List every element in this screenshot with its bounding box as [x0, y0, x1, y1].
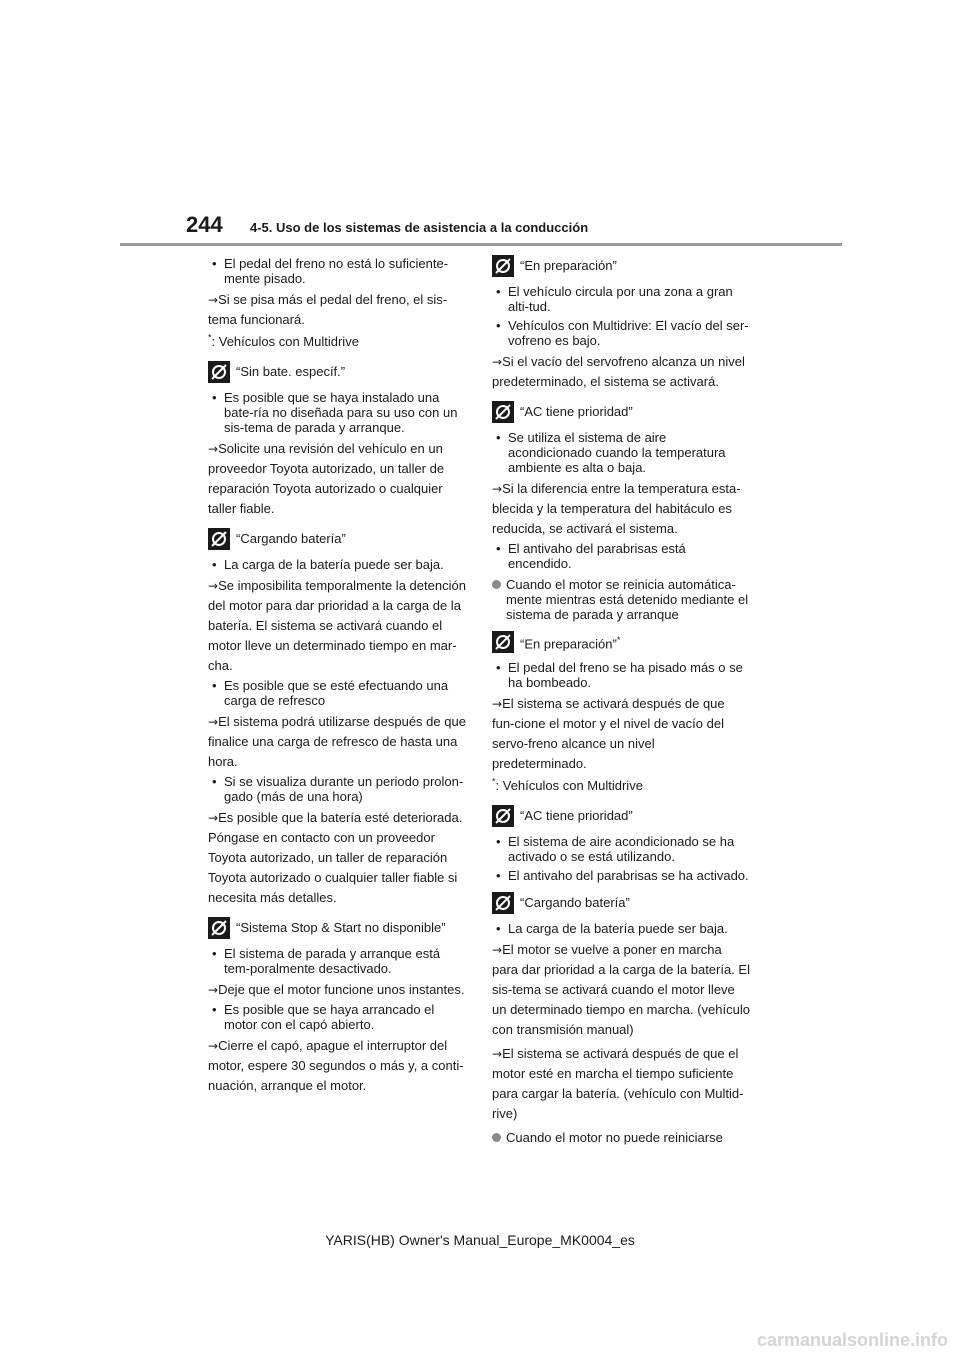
- stop-start-indicator-icon: [492, 401, 514, 423]
- message-heading: [492, 254, 750, 278]
- message-heading: [208, 527, 466, 551]
- message-heading: [492, 630, 750, 654]
- stop-start-indicator-icon: [208, 528, 230, 550]
- stop-start-indicator-icon: [492, 892, 514, 914]
- document-footer: YARIS(HB) Owner's Manual_Europe_MK0004_es: [325, 1232, 635, 1248]
- list-item: • El pedal del freno se ha pisado más o se ha bombeado.: [492, 660, 750, 690]
- message-text: “AC tiene prioridad”: [520, 404, 633, 419]
- message-heading: [492, 804, 750, 828]
- list-item: • Es posible que se haya instalado una bate-ría no diseñada para su uso con un sis-tema de parada y arranque.: [208, 390, 466, 435]
- section-note: Cuando el motor se reinicia automática-mente mientras está detenido mediante el sistema de parada y arranque: [492, 577, 750, 622]
- page-number: 244: [186, 212, 223, 237]
- stop-start-indicator-icon: [208, 361, 230, 383]
- result-text: →El motor se vuelve a poner en marcha para dar prioridad a la carga de la batería. El sis-tema se activará cuando el motor lleve un determinado tiempo en marcha. (vehículo con transmisión manual): [492, 942, 750, 1037]
- list-item: • Se utiliza el sistema de aire acondicionado cuando la temperatura ambiente es alta o baja.: [492, 430, 750, 475]
- list-item: • Es posible que se esté efectuando una carga de refresco: [208, 678, 466, 708]
- message-text: “AC tiene prioridad”: [520, 808, 633, 823]
- result-text: →Si el vacío del servofreno alcanza un nivel predeterminado, el sistema se activará.: [492, 354, 745, 389]
- message-text: “En preparación”: [520, 258, 617, 273]
- list-item: • El sistema de parada y arranque está tem-poralmente desactivado.: [208, 946, 466, 976]
- result-text: →Es posible que la batería esté deteriorada. Póngase en contacto con un proveedor Toyota autorizado, un taller de reparación Toyota autorizado o cualquier taller fiable si necesita más detalles.: [208, 810, 463, 905]
- message-text: “Sistema Stop & Start no disponible”: [236, 920, 446, 935]
- footnote: *: Vehículos con Multidrive: [208, 332, 359, 349]
- stop-start-indicator-icon: [492, 631, 514, 653]
- list-item: • La carga de la batería puede ser baja.: [208, 557, 466, 572]
- watermark: carmanualsonline.info: [756, 1330, 948, 1350]
- section-note: Cuando el motor no puede reiniciarse: [492, 1130, 750, 1145]
- stop-start-indicator-icon: [492, 255, 514, 277]
- message-heading: [208, 360, 466, 384]
- list-item: • La carga de la batería puede ser baja.: [492, 921, 750, 936]
- list-item: • El sistema de aire acondicionado se ha activado o se está utilizando.: [492, 834, 750, 864]
- result-text: →Si la diferencia entre la temperatura esta-blecida y la temperatura del habitáculo es reducida, se activará el sistema.: [492, 481, 741, 536]
- right-column: [492, 254, 750, 1149]
- list-item: • Si se visualiza durante un periodo prolon-gado (más de una hora): [208, 774, 466, 804]
- message-text: “Sin bate. específ.”: [236, 364, 346, 379]
- result-text: →Se imposibilita temporalmente la detención del motor para dar prioridad a la carga de la batería. El sistema se activará cuando el motor lleve un determinado tiempo en mar-cha.: [208, 578, 466, 673]
- list-item: • El pedal del freno no está lo suficiente-mente pisado.: [208, 256, 466, 286]
- result-text: →El sistema se activará después de que fun-cione el motor y el nivel de vacío del servo-freno alcance un nivel predeterminado.: [492, 696, 725, 771]
- result-text: →El sistema se activará después de que el motor esté en marcha el tiempo suficiente para cargar la batería. (vehículo con Multid-rive): [492, 1046, 744, 1121]
- message-heading: [492, 891, 750, 915]
- result-text: →Cierre el capó, apague el interruptor del motor, espere 30 segundos o más y, a conti-nuación, arranque el motor.: [208, 1038, 464, 1093]
- list-item: • El vehículo circula por una zona a gran alti-tud.: [492, 284, 750, 314]
- stop-start-indicator-icon: [208, 917, 230, 939]
- left-column: [208, 254, 466, 1096]
- header-divider: [120, 243, 842, 246]
- list-item: • El antivaho del parabrisas está encendido.: [492, 541, 750, 571]
- stop-start-indicator-icon: [492, 805, 514, 827]
- message-heading: [208, 916, 466, 940]
- footnote: *: Vehículos con Multidrive: [492, 776, 643, 793]
- message-text: “Cargando batería”: [520, 895, 630, 910]
- message-text: “Cargando batería”: [236, 531, 346, 546]
- message-heading: [492, 400, 750, 424]
- list-item: • Vehículos con Multidrive: El vacío del ser-vofreno es bajo.: [492, 318, 750, 348]
- list-item: • El antivaho del parabrisas se ha activado.: [492, 868, 750, 883]
- result-text: →Deje que el motor funcione unos instantes.: [208, 982, 465, 997]
- list-item: • Es posible que se haya arrancado el motor con el capó abierto.: [208, 1002, 466, 1032]
- result-text: →Si se pisa más el pedal del freno, el sis-tema funcionará.: [208, 292, 448, 327]
- result-text: →El sistema podrá utilizarse después de que finalice una carga de refresco de hasta una hora.: [208, 714, 466, 769]
- result-text: →Solicite una revisión del vehículo en un proveedor Toyota autorizado, un taller de reparación Toyota autorizado o cualquier taller fiable.: [208, 441, 445, 516]
- section-title: 4-5. Uso de los sistemas de asistencia a la conducción: [250, 220, 589, 235]
- message-text: “En preparación”*: [520, 634, 621, 652]
